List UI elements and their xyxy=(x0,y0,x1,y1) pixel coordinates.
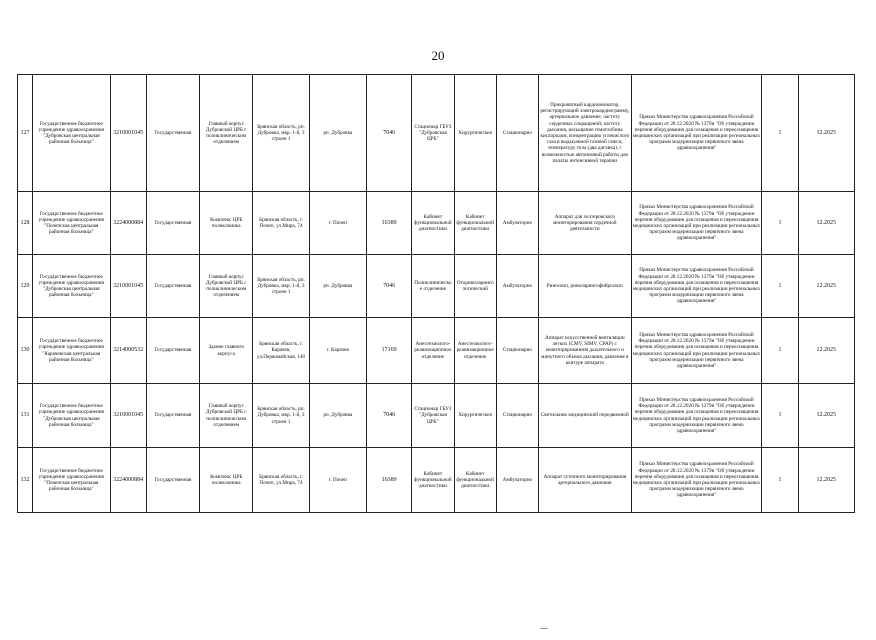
code-cell: 7046 xyxy=(367,75,412,192)
quantity-cell: 1 xyxy=(762,192,798,255)
ownership-cell: Государственная xyxy=(146,255,199,318)
equipment-cell: Аппарат искусственной вентиляции легких (CMV, SIMV, CPAP) с мониторированием дыхательного и минутного объема дыхания, давления в контуре аппарата xyxy=(539,318,632,384)
date-cell: 12.2025 xyxy=(798,192,854,255)
date-cell: 12.2025 xyxy=(798,448,854,513)
care-type-cell: Амбулаторно xyxy=(496,192,538,255)
table-row xyxy=(18,318,855,384)
order-cell: Приказ Министерства здравоохранения Российской Федерации от 28.12.2020 № 1379н "Об утверждении перечня оборудования для оснащения и переоснащения медицинских организаций при реализации региональных программ модернизации первичного звена здравоохранения" xyxy=(631,318,762,384)
locality-cell: г. Почеп xyxy=(309,192,366,255)
row-number: 131 xyxy=(18,384,33,448)
ownership-cell: Государственная xyxy=(146,318,199,384)
organization-cell: Государственное бюджетное учреждение здравоохранения "Дубровская центральная районная больница" xyxy=(33,255,110,318)
quantity-cell: 1 xyxy=(762,384,798,448)
code-cell: 7046 xyxy=(367,255,412,318)
unit-cell: Кабинет функциональной диагностики xyxy=(412,448,454,513)
quantity-cell: 1 xyxy=(762,75,798,192)
equipment-table xyxy=(17,74,855,513)
address-cell: Брянская область, рп. Дубровка, мкр. 1-й, 3 строен 1 xyxy=(253,384,309,448)
inn-cell: 3224000884 xyxy=(110,448,146,513)
unit-cell: Стационар ГБУЗ "Дубровская ЦРБ" xyxy=(412,75,454,192)
table-row xyxy=(18,384,855,448)
care-type-cell: Стационарно xyxy=(496,384,538,448)
date-cell: 12.2025 xyxy=(798,255,854,318)
row-number: 132 xyxy=(18,448,33,513)
page-number: 20 xyxy=(431,48,445,63)
table-row xyxy=(18,448,855,513)
department-cell: Кабинет функциональной диагностики xyxy=(454,192,496,255)
order-cell: Приказ Министерства здравоохранения Российской Федерации от 28.12.2020 № 1379н "Об утверждении перечня оборудования для оснащения и переоснащения медицинских организаций при реализации региональных программ модернизации первичного звена здравоохранения" xyxy=(631,384,762,448)
code-cell: 16389 xyxy=(367,192,412,255)
department-cell: Хирургическое xyxy=(454,384,496,448)
scan-mark xyxy=(540,628,548,629)
organization-cell: Государственное бюджетное учреждение здравоохранения "Почепская центральная районная больница" xyxy=(33,192,110,255)
locality-cell: г. Карачев xyxy=(309,318,366,384)
inn-cell: 3210001045 xyxy=(110,384,146,448)
row-number: 129 xyxy=(18,255,33,318)
equipment-cell: Прикроватный кардиомонитор, регистрирующий электрокардиограмму, артериальное давление, частоту сердечных сокращений, частоту дыхания, насыщение гемоглобина кислородом, концентрацию углекислого газа в выдыхаемой газовой смеси, температуру тела (два датчика), с возможностью автономной работы для палаты интенсивной терапии xyxy=(539,75,632,192)
department-cell: Хирургическое xyxy=(454,75,496,192)
equipment-cell: Аппарат для холтеровского мониторирования сердечной деятельности xyxy=(539,192,632,255)
unit-cell: Поликлиническое отделение xyxy=(412,255,454,318)
address-cell: Брянская область, г. Почеп, ул.Мира, 74 xyxy=(253,448,309,513)
organization-cell: Государственное бюджетное учреждение здравоохранения "Почепская центральная районная больница" xyxy=(33,448,110,513)
address-cell: Брянская область, рп. Дубровка, мкр. 1-й, 3 строен 1 xyxy=(253,75,309,192)
department-cell: Кабинет функциональной диагностики xyxy=(454,448,496,513)
ownership-cell: Государственная xyxy=(146,384,199,448)
inn-cell: 3224000884 xyxy=(110,192,146,255)
quantity-cell: 1 xyxy=(762,255,798,318)
address-cell: Брянская область, г. Почеп, ул.Мира, 74 xyxy=(253,192,309,255)
date-cell: 12.2025 xyxy=(798,384,854,448)
locality-cell: г. Почеп xyxy=(309,448,366,513)
table-row xyxy=(18,192,855,255)
organization-cell: Государственное бюджетное учреждение здравоохранения "Карачевская центральная районная больница" xyxy=(33,318,110,384)
department-cell: Оториноларингологический xyxy=(454,255,496,318)
unit-cell: Анестезиолого-реанимационное отделение xyxy=(412,318,454,384)
organization-cell: Государственное бюджетное учреждение здравоохранения "Дубровская центральная районная больница" xyxy=(33,384,110,448)
row-number: 130 xyxy=(18,318,33,384)
unit-cell: Стационар ГБУЗ "Дубровская ЦРБ" xyxy=(412,384,454,448)
equipment-cell: Светильник медицинский передвижной xyxy=(539,384,632,448)
building-cell: Комплекс ЦРБ поликлиника xyxy=(200,192,253,255)
row-number: 128 xyxy=(18,192,33,255)
care-type-cell: Амбулаторно xyxy=(496,255,538,318)
locality-cell: рп. Дубровка xyxy=(309,75,366,192)
equipment-cell: Риноскоп, риноларингофиброскоп xyxy=(539,255,632,318)
ownership-cell: Государственная xyxy=(146,192,199,255)
order-cell: Приказ Министерства здравоохранения Российской Федерации от 28.12.2020 № 1379н "Об утверждении перечня оборудования для оснащения и переоснащения медицинских организаций при реализации региональных программ модернизации первичного звена здравоохранения" xyxy=(631,255,762,318)
table-row xyxy=(18,75,855,192)
code-cell: 16389 xyxy=(367,448,412,513)
code-cell: 17169 xyxy=(367,318,412,384)
order-cell: Приказ Министерства здравоохранения Российской Федерации от 28.12.2020 № 1379н "Об утверждении перечня оборудования для оснащения и переоснащения медицинских организаций при реализации региональных программ модернизации первичного звена здравоохранения" xyxy=(631,75,762,192)
ownership-cell: Государственная xyxy=(146,448,199,513)
quantity-cell: 1 xyxy=(762,448,798,513)
building-cell: Здание главного корпуса xyxy=(200,318,253,384)
date-cell: 12.2025 xyxy=(798,318,854,384)
order-cell: Приказ Министерства здравоохранения Российской Федерации от 28.12.2020 № 1379н "Об утверждении перечня оборудования для оснащения и переоснащения медицинских организаций при реализации региональных программ модернизации первичного звена здравоохранения" xyxy=(631,192,762,255)
building-cell: Главный корпус Дубровской ЦРБ с поликлиническим отделением xyxy=(200,75,253,192)
date-cell: 12.2025 xyxy=(798,75,854,192)
equipment-cell: Аппарат суточного мониторирования артериального давления xyxy=(539,448,632,513)
unit-cell: Кабинет функциональной диагностики xyxy=(412,192,454,255)
inn-cell: 3214000532 xyxy=(110,318,146,384)
address-cell: Брянская область, г. Карачев, ул.Первомайская, 148 xyxy=(253,318,309,384)
code-cell: 7046 xyxy=(367,384,412,448)
locality-cell: рп. Дубровка xyxy=(309,384,366,448)
quantity-cell: 1 xyxy=(762,318,798,384)
locality-cell: рп. Дубровка xyxy=(309,255,366,318)
address-cell: Брянская область, рп. Дубровка, мкр. 1-й, 3 строен 1 xyxy=(253,255,309,318)
care-type-cell: Стационарно xyxy=(496,75,538,192)
building-cell: Главный корпус Дубровской ЦРБ с поликлиническим отделением xyxy=(200,384,253,448)
building-cell: Главный корпус Дубровской ЦРБ с поликлиническим отделением xyxy=(200,255,253,318)
department-cell: Анестезиолого-реанимационное отделение xyxy=(454,318,496,384)
table-row xyxy=(18,255,855,318)
care-type-cell: Стационарно xyxy=(496,318,538,384)
building-cell: Комплекс ЦРБ поликлиника xyxy=(200,448,253,513)
care-type-cell: Амбулаторно xyxy=(496,448,538,513)
order-cell: Приказ Министерства здравоохранения Российской Федерации от 28.12.2020 № 1379н "Об утверждении перечня оборудования для оснащения и переоснащения медицинских организаций при реализации региональных программ модернизации первичного звена здравоохранения" xyxy=(631,448,762,513)
inn-cell: 3210001045 xyxy=(110,255,146,318)
ownership-cell: Государственная xyxy=(146,75,199,192)
row-number: 127 xyxy=(18,75,33,192)
organization-cell: Государственное бюджетное учреждение здравоохранения "Дубровская центральная районная больница" xyxy=(33,75,110,192)
inn-cell: 3210001045 xyxy=(110,75,146,192)
